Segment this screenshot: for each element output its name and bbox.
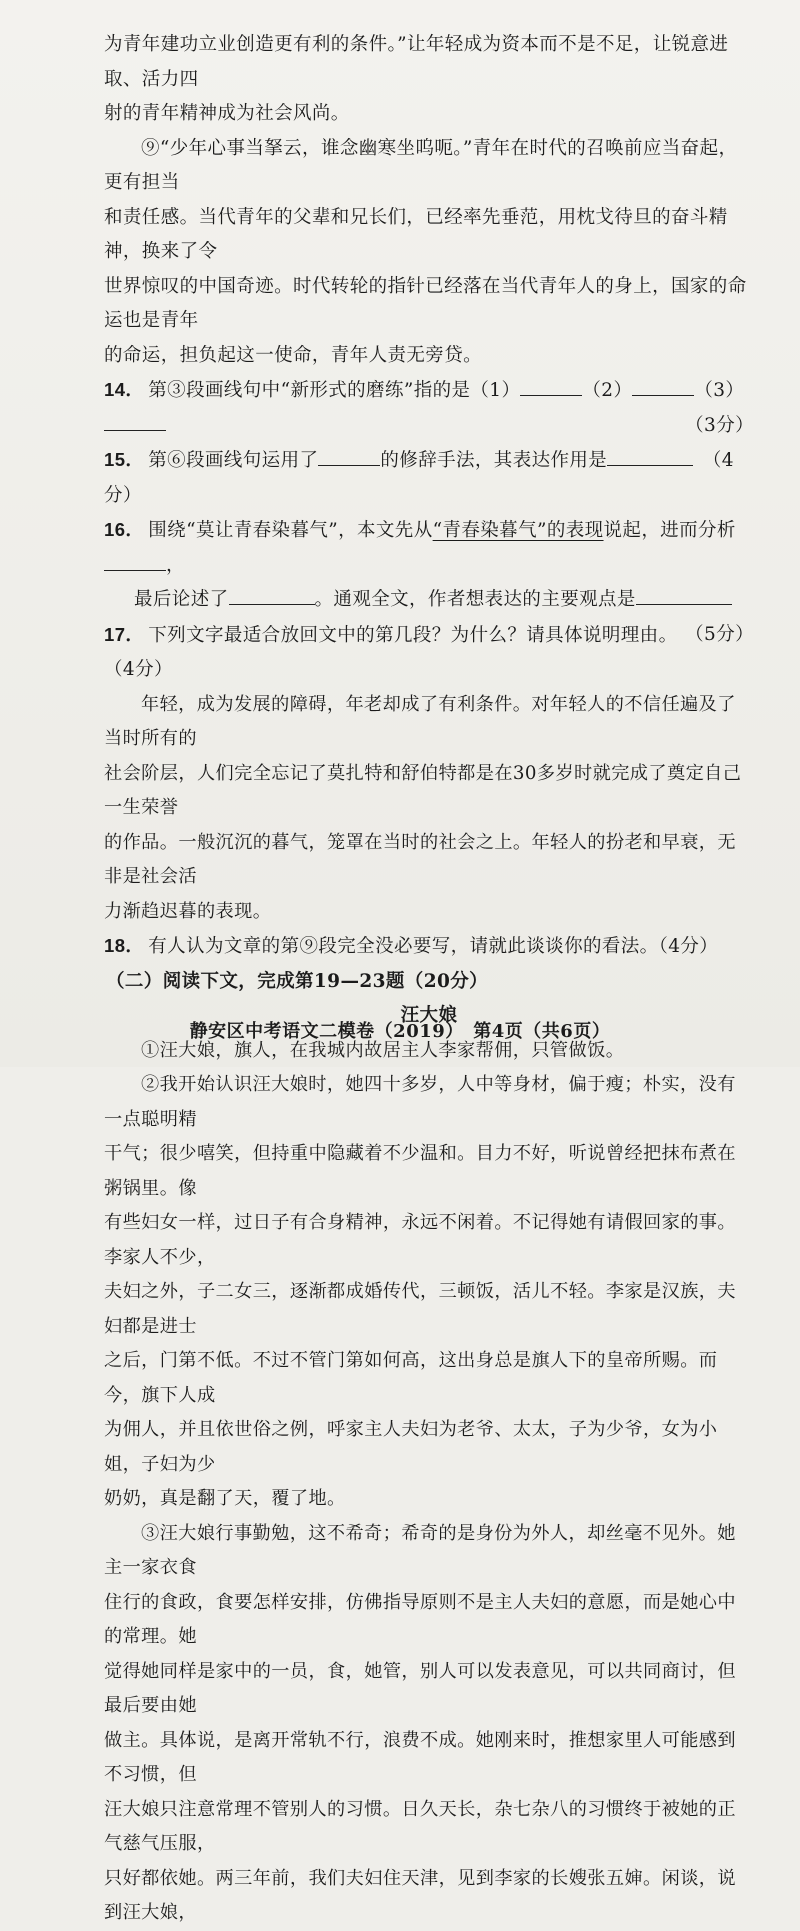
article-line: 之后，门第不低。不过不管门第如何高，这出身总是旗人下的皇帝所赐。而今，旗下人成 [104,1350,718,1406]
article-line: 为佣人，并且依世俗之例，呼家主人夫妇为老爷、太太，子为少爷，女为小姐，子妇为少 [104,1419,718,1475]
quote-line: 社会阶层，人们完全忘记了莫扎特和舒伯特都是在30多岁时就完成了奠定自己一生荣誉 [104,762,742,818]
question-text: 的修辞手法，其表达作用是 [380,450,608,471]
question-number: 15． [104,449,145,470]
question-number: 17． [104,623,145,645]
answer-blank[interactable] [520,376,582,396]
question-18 [104,929,754,965]
question-16 [104,513,754,583]
answer-blank[interactable] [636,585,732,605]
article-line: ③汪大娘行事勤勉，这不希奇；希奇的是身份为外人，却丝毫不见外。她主一家衣食 [104,1522,736,1578]
article-line: 觉得她同样是家中的一员，食，她管，别人可以发表意见，可以共同商讨，但最后要由她 [104,1660,736,1716]
para9-line: 的命运，担负起这一使命，青年人责无旁贷。 [104,344,483,366]
answer-blank[interactable] [632,376,694,396]
question-text: 有人认为文章的第⑨段完全没必要写，请就此谈谈你的看法。（4分） [148,936,719,957]
article-line: ①汪大娘，旗人，在我城内故居主人李家帮佣，只管做饭。 [141,1039,625,1061]
article-line: 夫妇之外，子二女三，逐渐都成婚传代，三顿饭，活儿不轻。李家是汉族，夫妇都是进士 [104,1281,736,1337]
question-text: 下列文字最适合放回文中的第几段？为什么？请具体说明理由。（4分） [104,624,678,680]
passage-line: 射的青年精神成为社会风尚。 [104,103,350,124]
question-17 [104,618,754,688]
score-label: （4分） [104,450,734,506]
article-title: 汪大娘 [400,1005,458,1026]
question-text: 围绕“莫让青春染暮气”，本文先从 [148,520,433,541]
question-text: 第⑥段画线句运用了 [148,450,319,471]
answer-blank[interactable] [229,585,315,605]
section-heading: （二）阅读下文，完成第19—23题（20分） [106,970,489,992]
para9-line: ⑨“少年心事当拏云，谁念幽寒坐呜呃。”青年在时代的召唤前应当奋起，更有担当 [104,137,738,193]
score-label: （5分） [685,623,754,645]
answer-blank[interactable] [104,410,166,430]
article-line: 有些妇女一样，过日子有合身精神，永远不闲着。不记得她有请假回家的事。李家人不少， [104,1212,736,1268]
question-text: 第③段画线句中“新形式的磨练”指的是（1） [148,380,521,401]
quote-line: 的作品。一般沉沉的暮气，笼罩在当时的社会之上。年轻人的扮老和早衰，无非是社会活 [104,831,736,887]
question-number: 18． [104,935,145,956]
passage-line: 为青年建功立业创造更有利的条件。”让年轻成为资本而不是不足，让锐意进取、活力四 [104,34,729,90]
question-text: ， [166,554,185,576]
page-content [104,28,754,1931]
article-line: 奶奶，真是翻了天，覆了地。 [104,1488,346,1509]
question-text: 。通观全文，作者想表达的主要观点是 [314,589,636,610]
para9-line: 和责任感。当代青年的父辈和兄长们，已经率先垂范，用枕戈待旦的奋斗精神，换来了令 [104,206,728,262]
question-text: 说起，进而分析 [603,520,736,541]
question-text: 最后论述了 [134,589,229,610]
question-15 [104,443,754,513]
question-14 [104,373,754,443]
article-line: 干气；很少嘻笑，但持重中隐藏着不少温和。目力不好，听说曾经把抹布煮在粥锅里。像 [104,1143,736,1199]
para9-line: 世界惊叹的中国奇迹。时代转轮的指针已经落在当代青年人的身上，国家的命运也是青年 [104,275,747,331]
answer-blank[interactable] [104,550,166,570]
question-number: 14． [104,379,145,400]
quote-line: 年轻，成为发展的障碍，年老却成了有利条件。对年轻人的不信任遍及了当时所有的 [104,693,736,749]
question-text: （2） [582,380,633,401]
answer-blank[interactable] [607,446,693,466]
question-text: （3） [694,380,745,401]
question-number: 16． [104,519,145,540]
answer-blank[interactable] [318,446,380,466]
article-line: 只好都依她。两三年前，我们夫妇住天津，见到李家的长嫂张五婶。闲谈，说到汪大娘， [104,1867,736,1923]
article-line: ②我开始认识汪大娘时，她四十多岁，人中等身材，偏于瘦；朴实，没有一点聪明精 [104,1074,736,1130]
score-label: （3分） [685,414,754,436]
article-line: 做主。具体说，是离开常轨不行，浪费不成。她刚来时，推想家里人可能感到不习惯，但 [104,1729,736,1785]
underlined-text: “青春染暮气”的表现 [432,520,604,541]
quote-line: 力渐趋迟暮的表现。 [104,900,272,922]
page-footer: 静安区中考语文二模卷（2019） 第4页（共6页） [189,1021,611,1042]
article-line: 汪大娘只注意常理不管别人的习惯。日久天长，杂七杂八的习惯终于被她的正气慈气压服， [104,1798,736,1854]
article-line: 住行的食政，食要怎样安排，仿佛指导原则不是主人夫妇的意愿，而是她心中的常理。她 [104,1591,736,1647]
